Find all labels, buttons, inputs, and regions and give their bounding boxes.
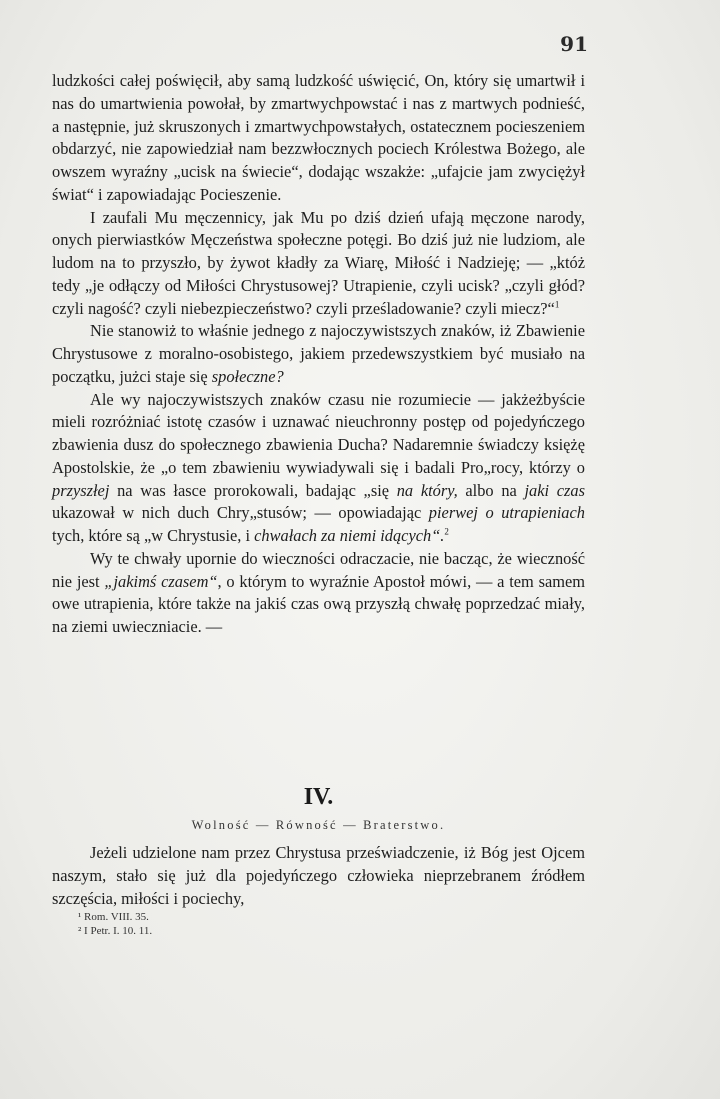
chapter-title: IV. xyxy=(303,784,334,810)
paragraph xyxy=(52,207,585,321)
paragraph xyxy=(52,320,585,388)
text-run: albo na xyxy=(457,480,525,500)
text-run: na który, xyxy=(396,480,458,500)
text-run: tych, które są „w Chrystusie, i xyxy=(52,526,255,545)
text-run: I zaufali Mu męczennicy, jak Mu po dziś dzień ufają męczone narody, onych pierwiastków Męczeństwa społeczne potęgi. Bo dziś już nie ludziom, ale ludom na to przyszło, by żywot kładły za Wiarę, Miłość i Nadzieję; — „któż tedy „je odłączy od Miłości Chrystusowej? Utrapienie, czyli ucisk? „czyli głód? czyli nagość? czyli niebezpieczeństwo? czyli prześladowanie? czyli miecz?“ xyxy=(52,207,585,318)
paragraph xyxy=(52,548,585,639)
footnote-reference: 1 xyxy=(554,299,560,310)
text-run: Nie stanowiż to właśnie jednego z najoczywistszych znaków, iż Zbawienie Chrystusowe z moralno-osobistego, jakiem przedewszystkiem być musiało na początku, jużci staje się xyxy=(52,321,585,386)
text-run: „jakimś czasem“ xyxy=(104,571,218,591)
body-text-continued xyxy=(52,842,585,910)
text-run: Ale wy najoczywistszych znaków czasu nie rozumiecie — jakżeżbyście mieli rozróżniać istotę czasów i uznawać nieuchronny postęp od pojedyńczego zbawienia dusz do społecznego zbawienia Ducha? Nadaremnie świadczy księżę Apostolskie, że „o tem zbawieniu wywiadywali się i badali Pro„rocy, którzy o xyxy=(52,389,585,477)
footnote-reference: 2 xyxy=(444,526,449,537)
text-run: Wy te chwały upornie do wieczności odraczacie, nie bacząc, że wieczność nie jest xyxy=(52,548,585,591)
paragraph xyxy=(52,842,585,910)
footnotes xyxy=(78,910,152,938)
paragraph xyxy=(52,70,585,207)
paragraph xyxy=(52,389,585,548)
text-run: pierwej o utrapieniach xyxy=(428,503,585,523)
text-run: społeczne? xyxy=(211,366,284,386)
text-run: Jeżeli udzielone nam przez Chrystusa przeświadczenie, iż Bóg jest Ojcem naszym, stało się już dla pojedyńczego człowieka nieprzebranem źródłem szczęścia, miłości i pociechy, xyxy=(52,843,585,908)
chapter-subtitle: Wolność — Równość — Braterstwo. xyxy=(191,818,446,832)
footnote-2: ² I Petr. I. 10. 11. xyxy=(78,925,153,937)
text-run: jaki czas xyxy=(524,480,586,500)
text-run: przyszłej xyxy=(52,480,110,500)
page-number: 91 xyxy=(560,32,588,56)
body-text xyxy=(52,70,585,639)
text-run: , o którym to wyraźnie Apostoł mówi, — a tem samem owe utrapienia, które także na jakiś czas ową przyszłą chwałę poprzedzać miały, na ziemi uwieczniacie. — xyxy=(52,571,585,636)
text-run: na was łasce prorokowali, badając „się xyxy=(109,480,397,500)
text-run: ukazował w nich duch Chry„stusów; — opowiadając xyxy=(52,503,429,523)
footnote-1: ¹ Rom. VIII. 35. xyxy=(78,911,149,923)
text-run: ludzkości całej poświęcił, aby samą ludzkość uświęcić, On, który się umartwił i nas do umartwienia powołał, by zmartwychpowstać i nas z martwych podnieść, a następnie, już skruszonych i zmartwychpowstałych, ostatecznem pocieszeniem obdarzyć, nie zapowiedział nam bezzwłocznych pociech Królestwa Bożego, ale owszem wyraźny „ucisk na świecie“, dodając wszakże: „ufajcie jam zwyciężył świat“ i zapowiadając Pocieszenie. xyxy=(52,71,585,204)
text-run: chwałach za niemi idących“. xyxy=(254,526,445,545)
